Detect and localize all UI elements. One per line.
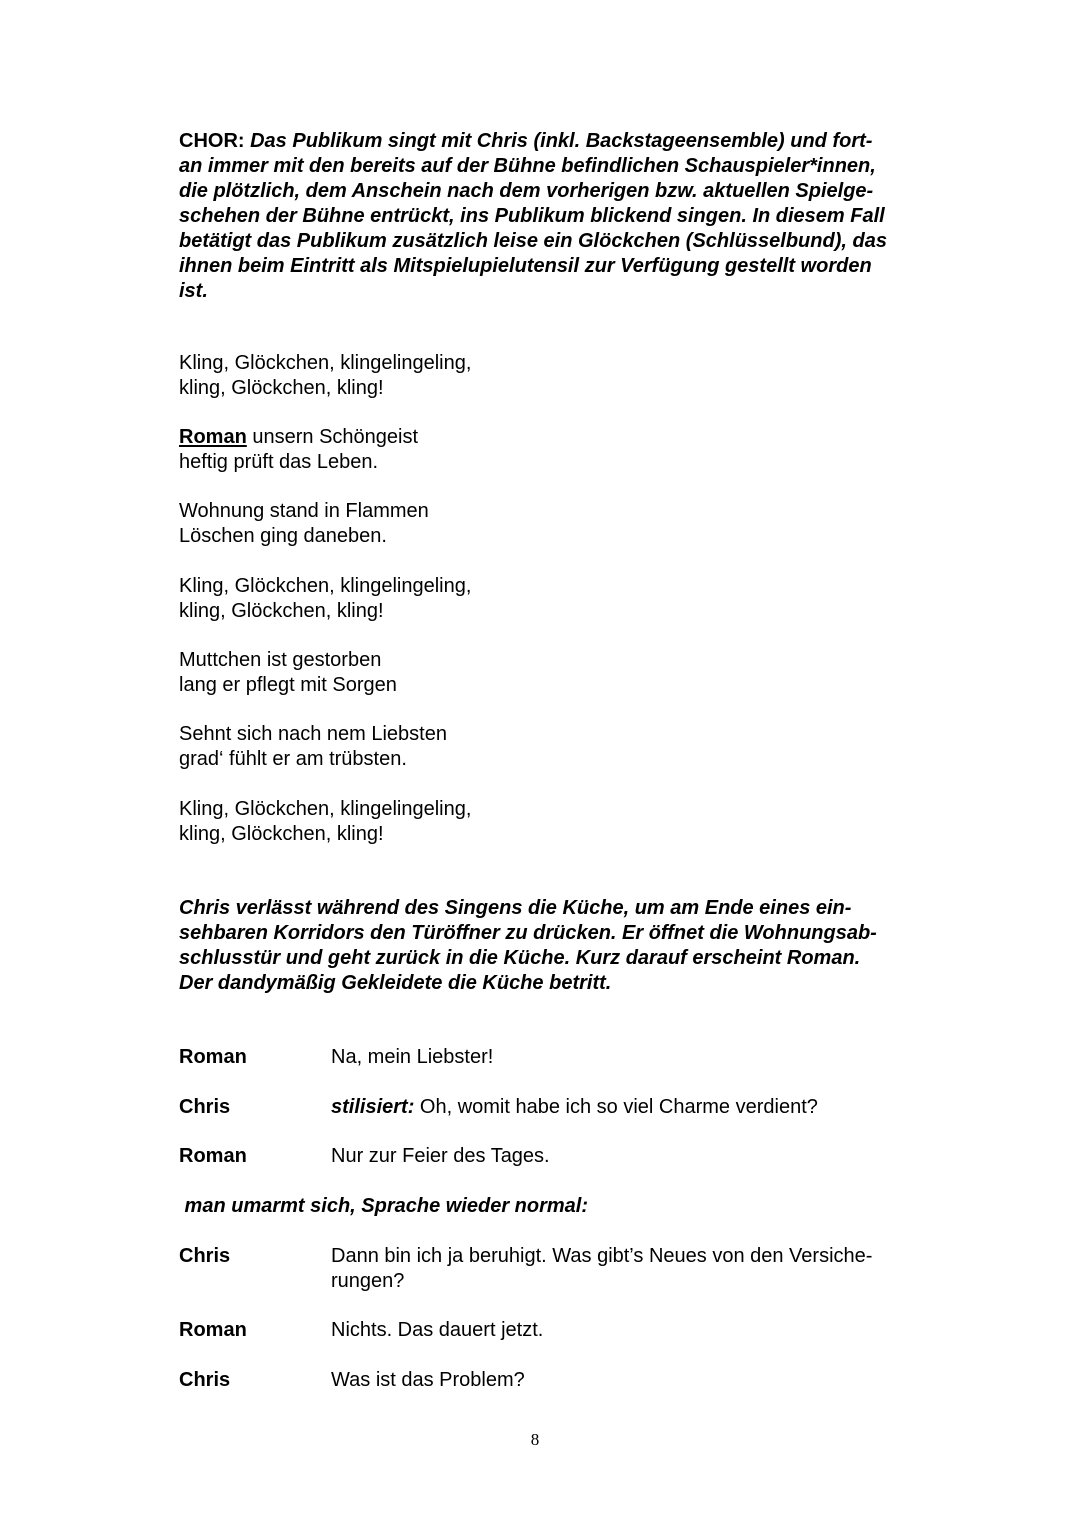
lyric-line: Kling, Glöckchen, klingelingeling, bbox=[179, 352, 472, 374]
lyric-line: Muttchen ist gestorben bbox=[179, 649, 382, 671]
chor-line: ihnen beim Eintritt als Mitspielupielutensil zur Verfügung gestellt worden bbox=[179, 255, 872, 277]
chor-first-line-text: Das Publikum singt mit Chris (inkl. Backstageensemble) und fort- bbox=[244, 130, 873, 152]
lyric-line: Löschen ging daneben. bbox=[179, 525, 387, 547]
lyric-line: Kling, Glöckchen, klingelingeling, bbox=[179, 575, 472, 597]
dialogue-text: rungen? bbox=[331, 1270, 405, 1292]
page-number: 8 bbox=[530, 1430, 540, 1449]
stage-direction-embrace: man umarmt sich, Sprache wieder normal: bbox=[179, 1195, 589, 1217]
speaker-name: Chris bbox=[179, 1096, 231, 1118]
direction-line: schlusstür und geht zurück in die Küche. Kurz darauf erscheint Roman. bbox=[179, 947, 861, 969]
speaker-name: Chris bbox=[179, 1245, 231, 1267]
speaker-name: Roman bbox=[179, 1046, 247, 1068]
direction-line: sehbaren Korridors den Türöffner zu drücken. Er öffnet die Wohnungsab- bbox=[179, 922, 877, 944]
speaker-name: Roman bbox=[179, 1145, 247, 1167]
lyric-line: kling, Glöckchen, kling! bbox=[179, 377, 384, 399]
direction-line: Chris verlässt während des Singens die Küche, um am Ende eines ein- bbox=[179, 897, 852, 919]
song-stanza-2 bbox=[179, 425, 949, 475]
dialogue-line bbox=[331, 1244, 931, 1294]
chor-line: betätigt das Publikum zusätzlich leise ein Glöckchen (Schlüsselbund), das bbox=[179, 230, 887, 252]
direction-line: Der dandymäßig Gekleidete die Küche betritt. bbox=[179, 972, 612, 994]
dialogue-line: Was ist das Problem? bbox=[331, 1369, 525, 1391]
song-stanza-6 bbox=[179, 722, 949, 772]
chor-line: an immer mit den bereits auf der Bühne befindlichen Schauspieler*innen, bbox=[179, 155, 876, 177]
song-stanza-1 bbox=[179, 351, 949, 401]
chor-line: schehen der Bühne entrückt, ins Publikum blickend singen. In diesem Fall bbox=[179, 205, 885, 227]
lyric-line: heftig prüft das Leben. bbox=[179, 451, 379, 473]
song-stanza-5 bbox=[179, 648, 949, 698]
dialogue-line: Nichts. Das dauert jetzt. bbox=[331, 1319, 544, 1341]
dialogue-text: Oh, womit habe ich so viel Charme verdient? bbox=[414, 1096, 818, 1118]
stage-direction-chor bbox=[179, 129, 949, 304]
lyric-text: unsern Schöngeist bbox=[246, 426, 419, 448]
song-stanza-7 bbox=[179, 797, 949, 847]
speaker-name: Chris bbox=[179, 1369, 231, 1391]
chor-first-line bbox=[179, 129, 949, 154]
lyric-line: Wohnung stand in Flammen bbox=[179, 500, 429, 522]
stage-direction-chris bbox=[179, 896, 949, 996]
dialogue-line: Na, mein Liebster! bbox=[331, 1046, 494, 1068]
lyric-line: kling, Glöckchen, kling! bbox=[179, 600, 384, 622]
lyric-line: grad‘ fühlt er am trübsten. bbox=[179, 748, 407, 770]
chor-line: die plötzlich, dem Anschein nach dem vorherigen bzw. aktuellen Spielge- bbox=[179, 180, 874, 202]
dialogue-line: Nur zur Feier des Tages. bbox=[331, 1145, 550, 1167]
song-stanza-3 bbox=[179, 499, 949, 549]
inline-direction: stilisiert: bbox=[331, 1096, 415, 1118]
character-name-roman: Roman bbox=[179, 426, 247, 448]
dialogue-line bbox=[331, 1095, 931, 1120]
lyric-line bbox=[179, 425, 949, 450]
chor-line: ist. bbox=[179, 280, 208, 302]
lyric-line: kling, Glöckchen, kling! bbox=[179, 823, 384, 845]
song-stanza-4 bbox=[179, 574, 949, 624]
lyric-line: Sehnt sich nach nem Liebsten bbox=[179, 723, 447, 745]
chor-label: CHOR: bbox=[179, 130, 245, 152]
lyric-line: lang er pflegt mit Sorgen bbox=[179, 674, 397, 696]
dialogue-text: Dann bin ich ja beruhigt. Was gibt’s Neues von den Versiche- bbox=[331, 1245, 873, 1267]
speaker-name: Roman bbox=[179, 1319, 247, 1341]
lyric-line: Kling, Glöckchen, klingelingeling, bbox=[179, 798, 472, 820]
